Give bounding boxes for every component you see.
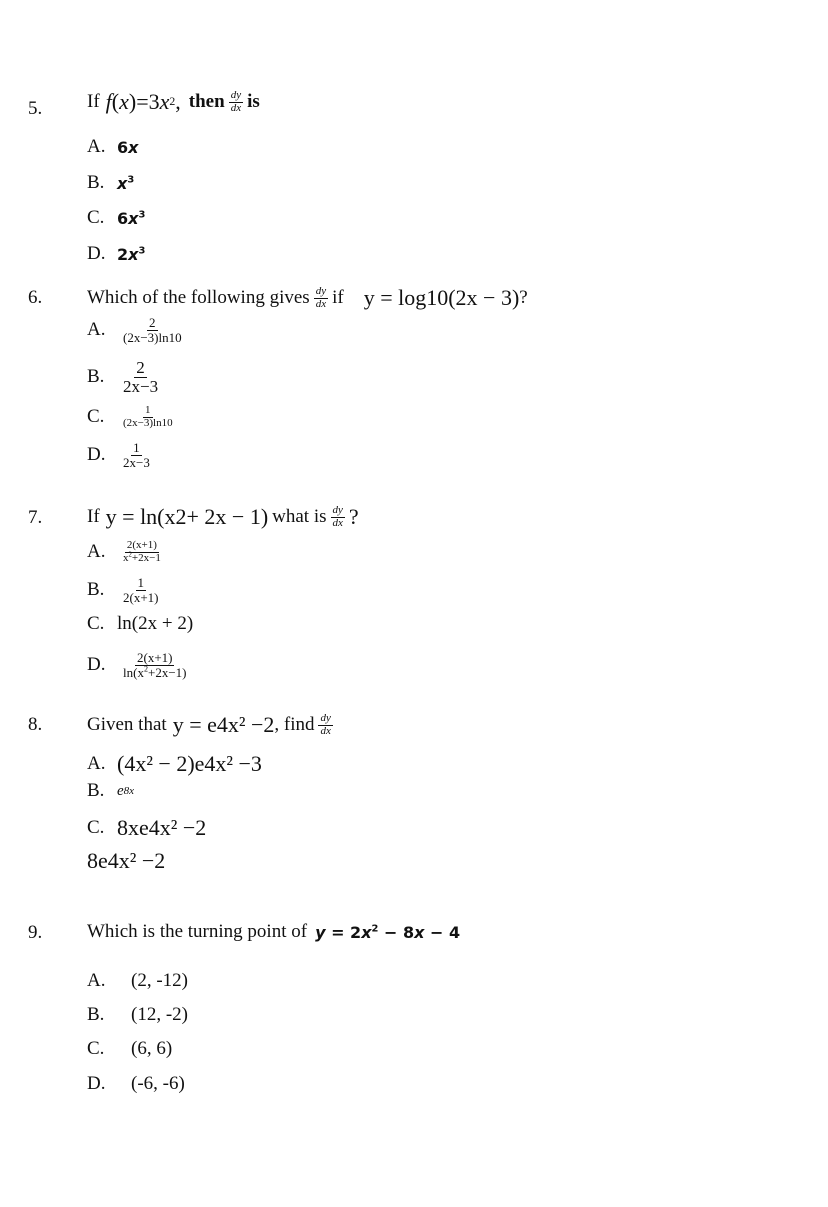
fraction: $\frac{1}{2(x+1)}$: [123, 574, 159, 605]
question-stem: If f ( x ) =3 x 2 , then $\frac{dy}{dx}$ is: [87, 88, 260, 114]
question-number: 6.: [28, 287, 43, 308]
dy-dx-fraction: $\frac{dy}{dx}$: [320, 711, 331, 737]
dy-dx-fraction: $\frac{dy}{dx}$: [230, 88, 242, 114]
option-a[interactable]: A. $\frac{2(x+1)}{x^2+2x-1}$: [87, 538, 161, 564]
question-stem: Which is the turning point of $y = 2x^2 - 8x - 4$: [87, 921, 461, 942]
dy-dx-fraction: $\frac{dy}{dx}$: [332, 503, 343, 529]
option-a[interactable]: A. $\frac{2}{(2x-3)\ln 10}$: [87, 314, 182, 345]
option-d[interactable]: D. $2x^3$: [87, 243, 146, 264]
fraction: $\frac{1}{2x-3}$: [123, 439, 150, 470]
option-a[interactable]: A. (4x² − 2)e 4x² −3: [87, 751, 262, 776]
option-d[interactable]: D. $\frac{1}{2x-3}$: [87, 439, 150, 470]
option-a[interactable]: A. 6x: [87, 136, 139, 157]
question-stem: Which of the following gives $\frac{dy}{dx}$ if y = log 10 (2x − 3) ?: [87, 284, 528, 310]
option-d[interactable]: D. (-6, -6): [87, 1073, 185, 1094]
option-b[interactable]: B. $\frac{2}{2x-3}$: [87, 357, 159, 396]
fraction: $\frac{2(x+1)}{x^2+2x-1}$: [123, 538, 161, 564]
question-number: 7.: [28, 507, 43, 528]
question-stem: Given that y = e 4x² −2 , find $\frac{dy}{dx}$: [87, 711, 331, 737]
option-b[interactable]: B. (12, -2): [87, 1004, 188, 1025]
dy-dx-fraction: $\frac{dy}{dx}$: [315, 284, 327, 310]
question-number: 9.: [28, 922, 43, 943]
fraction: $\frac{2(x+1)}{\ln(x^2+2x-1)}$: [123, 649, 187, 680]
question-number: 8.: [28, 714, 43, 735]
fraction: $\frac{1}{(2x-3)\ln 10}$: [123, 403, 173, 429]
question-number: 5.: [28, 98, 43, 119]
question-stem: If y = ln(x 2 + 2x − 1) what is $\frac{dy}{dx}$ ?: [87, 503, 359, 529]
option-d-unlabeled[interactable]: 8e 4x² −2: [87, 848, 166, 873]
option-c[interactable]: C. 8xe 4x² −2: [87, 815, 207, 840]
fraction: $\frac{2}{(2x-3)\ln 10}$: [123, 314, 182, 345]
option-d[interactable]: D. $\frac{2(x+1)}{\ln(x^2+2x-1)}$: [87, 649, 187, 680]
option-b[interactable]: B. $x^3$: [87, 172, 135, 193]
option-a[interactable]: A. (2, -12): [87, 970, 188, 991]
option-c[interactable]: C. $\frac{1}{(2x-3)\ln 10}$: [87, 403, 173, 429]
option-c[interactable]: C. $6x^3$: [87, 207, 146, 228]
option-c[interactable]: C. (6, 6): [87, 1038, 173, 1059]
option-b[interactable]: B. $\frac{1}{2(x+1)}$: [87, 574, 159, 605]
fraction: $\frac{2}{2x-3}$: [123, 357, 159, 396]
option-b[interactable]: B. e 8x: [87, 780, 135, 801]
option-c[interactable]: C. ln(2x + 2): [87, 613, 194, 634]
